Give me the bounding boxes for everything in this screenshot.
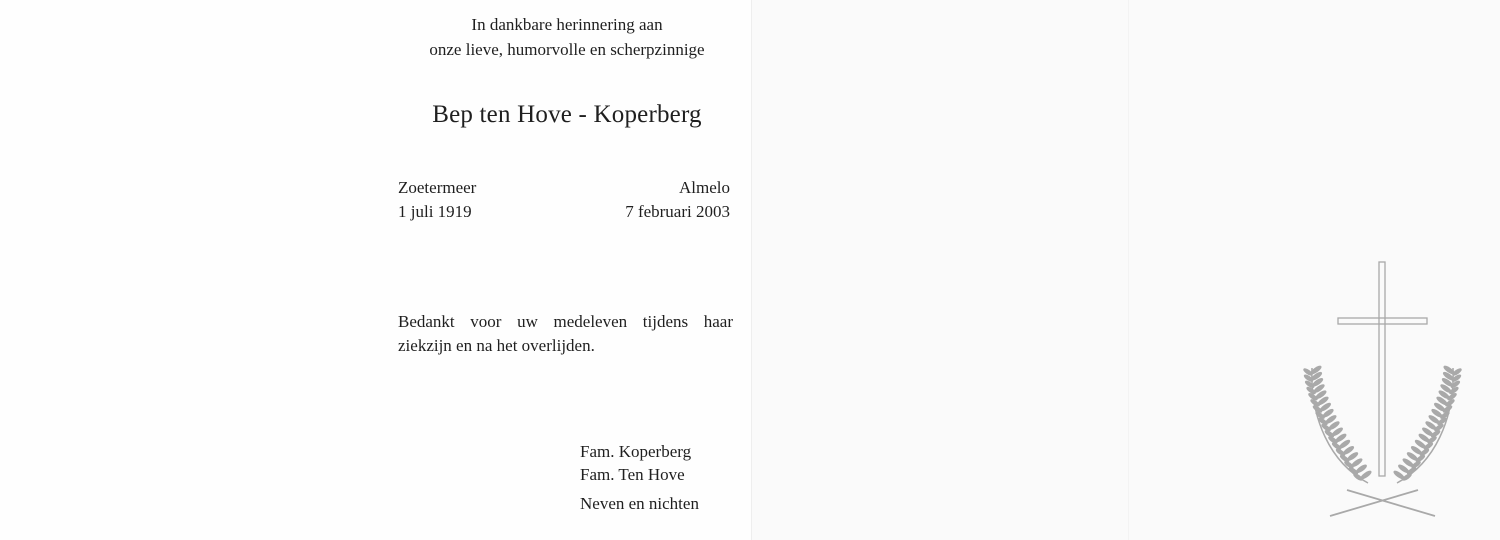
family-signature [580, 440, 699, 515]
intro-line-2: onze lieve, humorvolle en scherpzinnige [429, 40, 705, 59]
birth-place: Zoetermeer [398, 178, 477, 197]
wheat-grain [1353, 473, 1363, 482]
deceased-name: Bep ten Hove - Koperberg [432, 101, 702, 128]
family-line-1: Fam. Koperberg [580, 442, 692, 461]
thanks-line-1: Bedankt voor uw medeleven tijdens haar [398, 312, 733, 331]
birth-info [398, 176, 476, 224]
death-date: 7 februari 2003 [625, 202, 730, 221]
cross-with-wheat-icon [1300, 258, 1465, 523]
death-place: Almelo [679, 178, 730, 197]
card-fold-secondary [1128, 0, 1129, 540]
intro-text [380, 12, 754, 62]
birth-date: 1 juli 1919 [398, 202, 472, 221]
family-line-2: Fam. Ten Hove [580, 465, 685, 484]
death-info [560, 176, 730, 224]
thanks-message [398, 310, 733, 358]
intro-line-1: In dankbare herinnering aan [471, 15, 663, 34]
family-line-3: Neven en nichten [580, 494, 699, 513]
wheat-grain [1402, 473, 1412, 482]
thanks-line-2: ziekzijn en na het overlijden. [398, 336, 595, 355]
